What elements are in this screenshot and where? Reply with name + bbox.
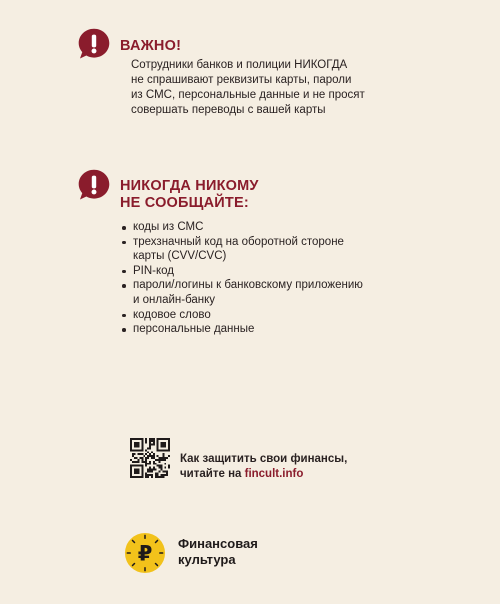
list-item <box>120 322 363 337</box>
svg-text:₽: ₽ <box>137 541 153 566</box>
list-item-text: коды из СМС <box>133 221 204 233</box>
list-item-text: кодовое слово <box>133 308 211 321</box>
fincult-link[interactable]: fincult.info <box>244 468 304 480</box>
list-item-text: персональные данные <box>133 323 255 336</box>
important-text <box>131 58 365 118</box>
list-item-text: и онлайн-банку <box>133 293 216 306</box>
brand-name <box>178 536 258 568</box>
brand-line: культура <box>178 552 236 567</box>
list-item <box>120 220 363 235</box>
list-item <box>120 235 363 264</box>
list-item-text: пароли/логины к банковскому приложению <box>133 279 363 292</box>
list-item <box>120 308 363 323</box>
important-heading: ВАЖНО! <box>120 38 182 54</box>
promo-line: Как защитить свои финансы, <box>180 453 348 465</box>
list-item-text: карты (CVV/CVC) <box>133 250 227 263</box>
promo-line <box>180 467 347 482</box>
never-tell-heading <box>120 178 259 212</box>
ruble-coin-logo <box>124 532 166 574</box>
exclamation-icon <box>77 168 111 202</box>
brand-line: Финансовая <box>178 536 258 551</box>
list-item-text: PIN-код <box>133 264 175 277</box>
never-tell-heading-line: НИКОГДА НИКОМУ <box>120 178 259 194</box>
important-line: Сотрудники банков и полиции НИКОГДА <box>131 59 348 71</box>
promo-prefix: читайте на <box>180 468 245 480</box>
list-item-text: трехзначный код на оборотной стороне <box>133 235 344 248</box>
qr-code[interactable] <box>130 438 170 478</box>
exclamation-icon <box>77 27 111 61</box>
important-line: не спрашивают реквизиты карты, пароли <box>131 74 352 86</box>
list-item <box>120 264 363 279</box>
important-line: совершать переводы с вашей карты <box>131 104 326 116</box>
important-line: из СМС, персональные данные и не просят <box>131 89 365 101</box>
never-tell-list <box>120 220 363 337</box>
list-item <box>120 278 363 307</box>
never-tell-heading-line: НЕ СООБЩАЙТЕ: <box>120 195 249 211</box>
promo-text <box>180 452 347 482</box>
